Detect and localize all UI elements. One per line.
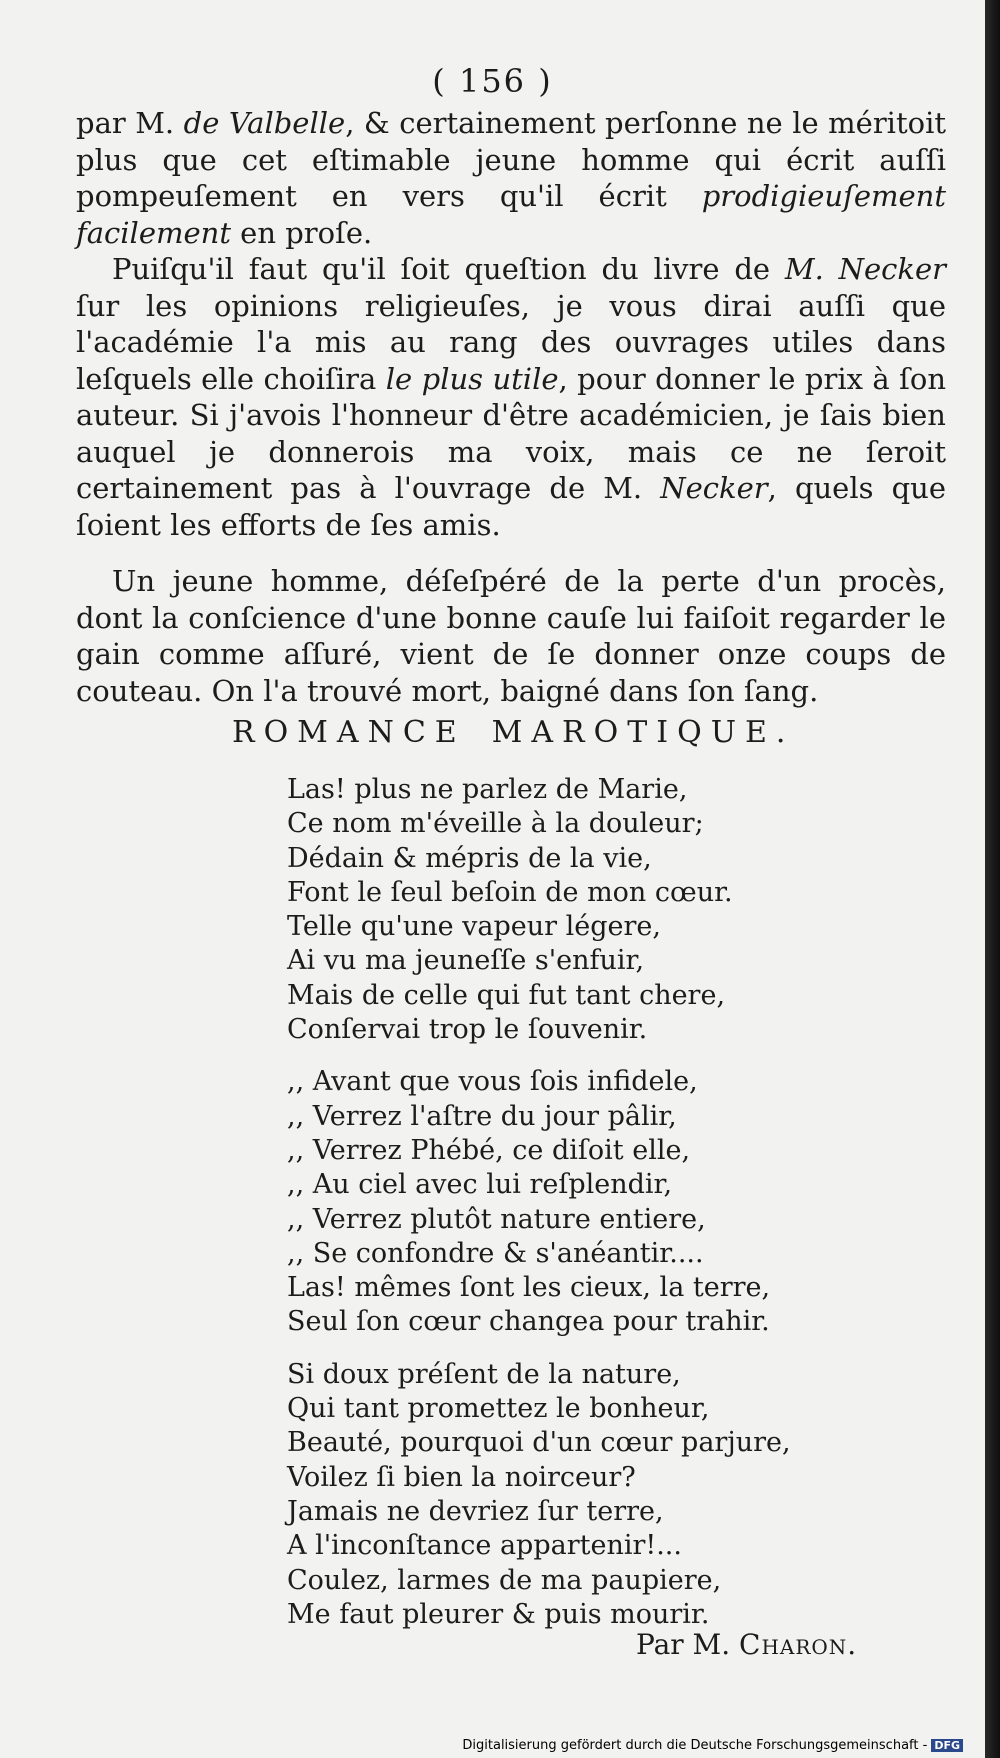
verse-line: ,, Verrez Phébé, ce diſoit elle, <box>287 1134 691 1166</box>
verse-line: Ce nom m'éveille à la douleur; <box>287 808 704 840</box>
verse-line: ,, Au ciel avec lui reſplendir, <box>287 1169 673 1201</box>
verse-line: Ai vu ma jeuneſſe s'enfuir, <box>287 945 645 977</box>
italic-run: M. Necker <box>784 252 946 286</box>
verse-line: Las! plus ne parlez de Marie, <box>287 774 688 805</box>
verse-line: Conſervai trop le ſouvenir. <box>287 1014 648 1046</box>
verse-line: Voilez ſi bien la noirceur? <box>287 1461 636 1493</box>
verse-line: ,, Se confondre & s'anéantir.... <box>287 1237 704 1269</box>
verse-line: ,, Verrez plutôt nature entiere, <box>287 1203 706 1235</box>
paragraph-2: Puiſqu'il faut qu'il ſoit queſtion du livre de M. Necker ſur les opinions religieuſes, je vous dirai auſſi que l'académie l'a mis au rang des ouvrages utiles dans leſquels elle choiſira le plus utile, pour donner le prix à ſon auteur. Si j'avois l'honneur d'être académicien, je ſais bien auquel je donnerois ma voix, mais ce ne ſeroit certainement pas à l'ouvrage de M. Necker, quels que ſoient les efforts de ſes amis. <box>76 252 947 542</box>
italic-run: Necker <box>660 471 768 505</box>
italic-run: de Valbelle <box>183 106 346 140</box>
verse-line: Beauté, pourquoi d'un cœur parjure, <box>287 1427 791 1459</box>
verse-line: ,, Verrez l'aſtre du jour pâlir, <box>287 1100 677 1132</box>
italic-run: le plus utile <box>385 361 559 396</box>
poem-title-word-1: ROMANCE <box>232 715 466 750</box>
prose-body <box>76 105 946 709</box>
italic-run: prodigieuſement facilement <box>76 179 946 250</box>
stanza-3 <box>287 1358 791 1632</box>
verse-line: Coulez, larmes de ma paupiere, <box>287 1564 722 1596</box>
verse-line: Mais de celle qui fut tant chere, <box>287 979 726 1011</box>
stanza-2 <box>287 1065 791 1339</box>
signature-name: Charon. <box>739 1628 858 1661</box>
poem-signature <box>636 1628 857 1661</box>
poem-title-word-2: MAROTIQUE. <box>491 715 795 750</box>
digitization-credit <box>458 1737 967 1754</box>
verse-line: Font le ſeul beſoin de mon cœur. <box>287 876 733 908</box>
verse-line: ,, Avant que vous ſois infidele, <box>287 1066 698 1098</box>
paragraph-1: par M. de Valbelle, & certainement perſonne ne le méritoit plus que cet eſtimable jeune homme qui écrit auſſi pompeuſement en vers qu'il écrit prodigieuſement facilement en proſe. <box>76 106 947 250</box>
verse-line: Las! mêmes ſont les cieux, la terre, <box>287 1272 771 1304</box>
verse-line: Me faut pleurer & puis mourir. <box>287 1598 710 1630</box>
credit-text: Digitalisierung gefördert durch die Deutsche Forschungsgemeinschaft - <box>462 1738 928 1753</box>
verse-line: A l'inconſtance appartenir!... <box>287 1530 682 1562</box>
verse-line: Qui tant promettez le bonheur, <box>287 1393 710 1425</box>
paragraph-3: Un jeune homme, déſeſpéré de la perte d'un procès, dont la conſcience d'une bonne cauſe lui faiſoit regarder le gain comme aſſuré, vient de ſe donner onze coups de couteau. On l'a trouvé mort, baigné dans ſon ſang. <box>76 564 946 708</box>
stanza-1 <box>287 773 791 1047</box>
poem-title <box>232 715 794 750</box>
dfg-logo: DFG <box>931 1739 963 1752</box>
poem-body <box>287 773 791 1650</box>
verse-line: Seul ſon cœur changea pour trahir. <box>287 1306 770 1338</box>
verse-line: Telle qu'une vapeur légere, <box>287 911 661 943</box>
signature-prefix: Par M. <box>636 1628 740 1661</box>
page-number: ( 156 ) <box>432 62 553 100</box>
scan-edge <box>985 0 1000 1758</box>
verse-line: Si doux préſent de la nature, <box>287 1358 681 1390</box>
verse-line: Jamais ne devriez ſur terre, <box>287 1495 664 1527</box>
verse-line: Dédain & mépris de la vie, <box>287 842 652 874</box>
